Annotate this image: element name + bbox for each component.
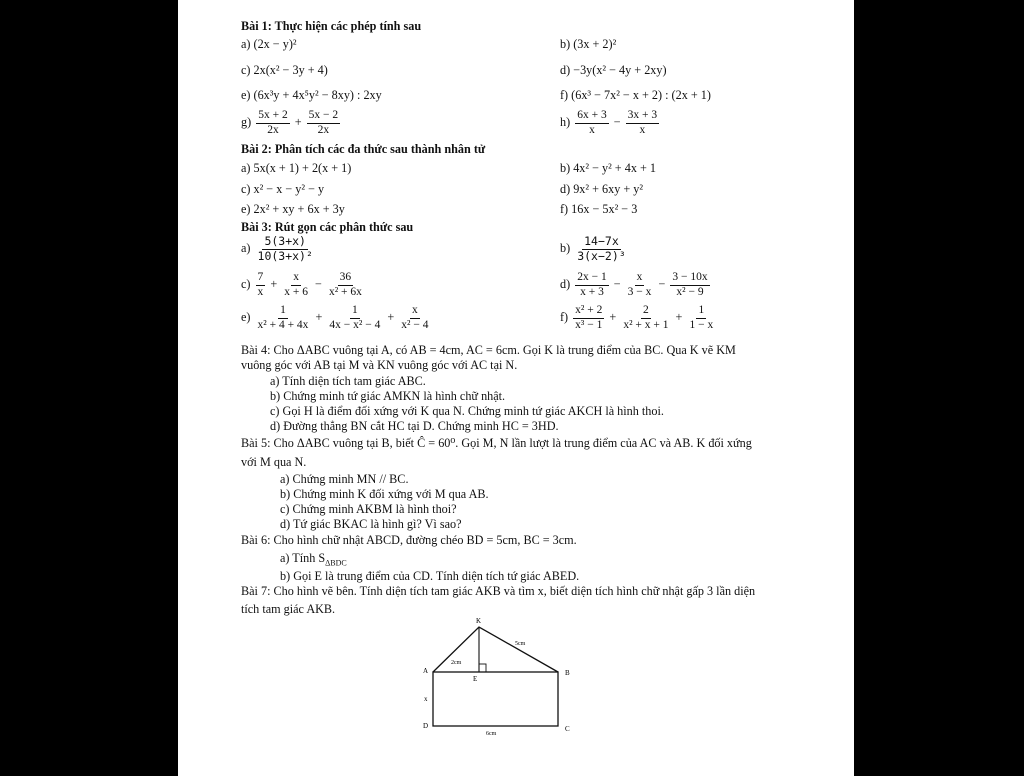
bai5-line1: Bài 5: Cho ΔABC vuông tại B, biết Ĉ = 60⁰. Gọi M, N lần lượt là trung điểm của AC và AB. K đối xứng xyxy=(241,436,752,450)
label-2cm: 2cm xyxy=(451,660,462,666)
bai4-line1: Bài 4: Cho ΔABC vuông tại A, có AB = 4cm, AC = 6cm. Gọi K là trung điểm của BC. Qua K vẽ KM xyxy=(241,343,736,357)
bai5-a: a) Chứng minh MN // BC. xyxy=(280,472,409,486)
bai3-f: f) $\frac{\text{x² + 2}}{\text{x³ − 1}}$ + $\frac{2}{\text{x² + x + 1}}$ + $\frac{1}{1 - x}$ xyxy=(560,304,714,331)
bai3-c: c) $\frac{7}{x}$ + $\frac{x}{x + 6}$ − $\frac{36}{\text{x² + 6x}}$ xyxy=(241,271,362,298)
bai1-title: Bài 1: Thực hiện các phép tính sau xyxy=(241,19,422,33)
bai5-c: c) Chứng minh AKBM là hình thoi? xyxy=(280,502,457,516)
bai3-e: e) $\frac{1}{\text{x² + 4 + 4x}}$ + $\frac{1}{\text{4x − x² − 4}}$ + $\frac{x}{\text{x² − 4}}$ xyxy=(241,304,429,331)
label-D: D xyxy=(423,722,429,730)
right-angle-mark xyxy=(479,664,486,672)
label-5cm: 5cm xyxy=(515,641,526,647)
label-x: x xyxy=(424,695,428,703)
bai1-d: d) −3y(x² − 4y + 2xy) xyxy=(560,63,667,77)
bai7-line2: tích tam giác AKB. xyxy=(241,602,336,616)
geometry-figure xyxy=(418,612,588,740)
bai3-a: a) $\frac{5(3+x)}{\text{10(3+x)²}}$ xyxy=(241,234,313,263)
bai2-a: a) 5x(x + 1) + 2(x + 1) xyxy=(241,161,352,175)
bai4-line2: vuông góc với AB tại M và KN vuông góc với AC tại N. xyxy=(241,358,518,372)
bai1-c: c) 2x(x² − 3y + 4) xyxy=(241,63,328,77)
bai3-title: Bài 3: Rút gọn các phân thức sau xyxy=(241,220,414,234)
bai7-line1: Bài 7: Cho hình vẽ bên. Tính diện tích tam giác AKB và tìm x, biết diện tích hình chữ nhật gấp 3 lần diện xyxy=(241,584,756,598)
bai5-line2: với M qua N. xyxy=(241,455,307,469)
bai1-e: e) (6x³y + 4x⁵y² − 8xy) : 2xy xyxy=(241,88,382,102)
rectangle-ABCD xyxy=(433,672,558,726)
bai1-b: b) (3x + 2)² xyxy=(560,37,617,51)
bai4-d: d) Đường thẳng BN cắt HC tại D. Chứng minh HC = 3HD. xyxy=(270,419,559,433)
bai3-d: d) $\frac{2x - 1}{x + 3}$ − $\frac{x}{3 - x}$ − $\frac{3 - 10x}{\text{x² − 9}}$ xyxy=(560,271,708,298)
bai4-b: b) Chứng minh tứ giác AMKN là hình chữ nhật. xyxy=(270,389,506,403)
bai5-b: b) Chứng minh K đối xứng với M qua AB. xyxy=(280,487,489,501)
bai2-c: c) x² − x − y² − y xyxy=(241,182,325,196)
bai2-e: e) 2x² + xy + 6x + 3y xyxy=(241,202,345,216)
bai1-f: f) (6x³ − 7x² − x + 2) : (2x + 1) xyxy=(560,88,711,102)
bai1-a: a) (2x − y)² xyxy=(241,37,297,51)
bai6-b: b) Gọi E là trung điểm của CD. Tính diện tích tứ giác ABED. xyxy=(280,569,580,583)
label-K: K xyxy=(476,617,482,625)
bai6-a: a) Tính $S_{\Delta BDC}$ xyxy=(280,551,347,568)
label-E: E xyxy=(473,675,478,683)
bai5-d: d) Tứ giác BKAC là hình gì? Vì sao? xyxy=(280,517,462,531)
bai2-f: f) 16x − 5x² − 3 xyxy=(560,202,638,216)
bai3-b: b) $\frac{14-7x}{\text{3(x−2)³}}$ xyxy=(560,234,626,263)
label-B: B xyxy=(565,669,570,677)
bai2-b: b) 4x² − y² + 4x + 1 xyxy=(560,161,656,175)
bai2-d: d) 9x² + 6xy + y² xyxy=(560,182,644,196)
worksheet-page xyxy=(178,0,854,776)
bai4-c: c) Gọi H là điểm đối xứng với K qua N. Chứng minh tứ giác AKCH là hình thoi. xyxy=(270,404,664,418)
label-6cm: 6cm xyxy=(486,731,497,737)
bai1-g: g) $\frac{5x + 2}{2x}$ + $\frac{5x - 2}{2x}$ xyxy=(241,109,339,136)
bai2-title: Bài 2: Phân tích các đa thức sau thành nhân tử xyxy=(241,142,486,156)
label-A: A xyxy=(423,667,429,675)
label-C: C xyxy=(565,725,570,733)
bai6-line1: Bài 6: Cho hình chữ nhật ABCD, đường chéo BD = 5cm, BC = 3cm. xyxy=(241,533,577,547)
bai1-h: h) $\frac{6x + 3}{x}$ − $\frac{3x + 3}{x}$ xyxy=(560,109,658,136)
bai4-a: a) Tính diện tích tam giác ABC. xyxy=(270,374,426,388)
